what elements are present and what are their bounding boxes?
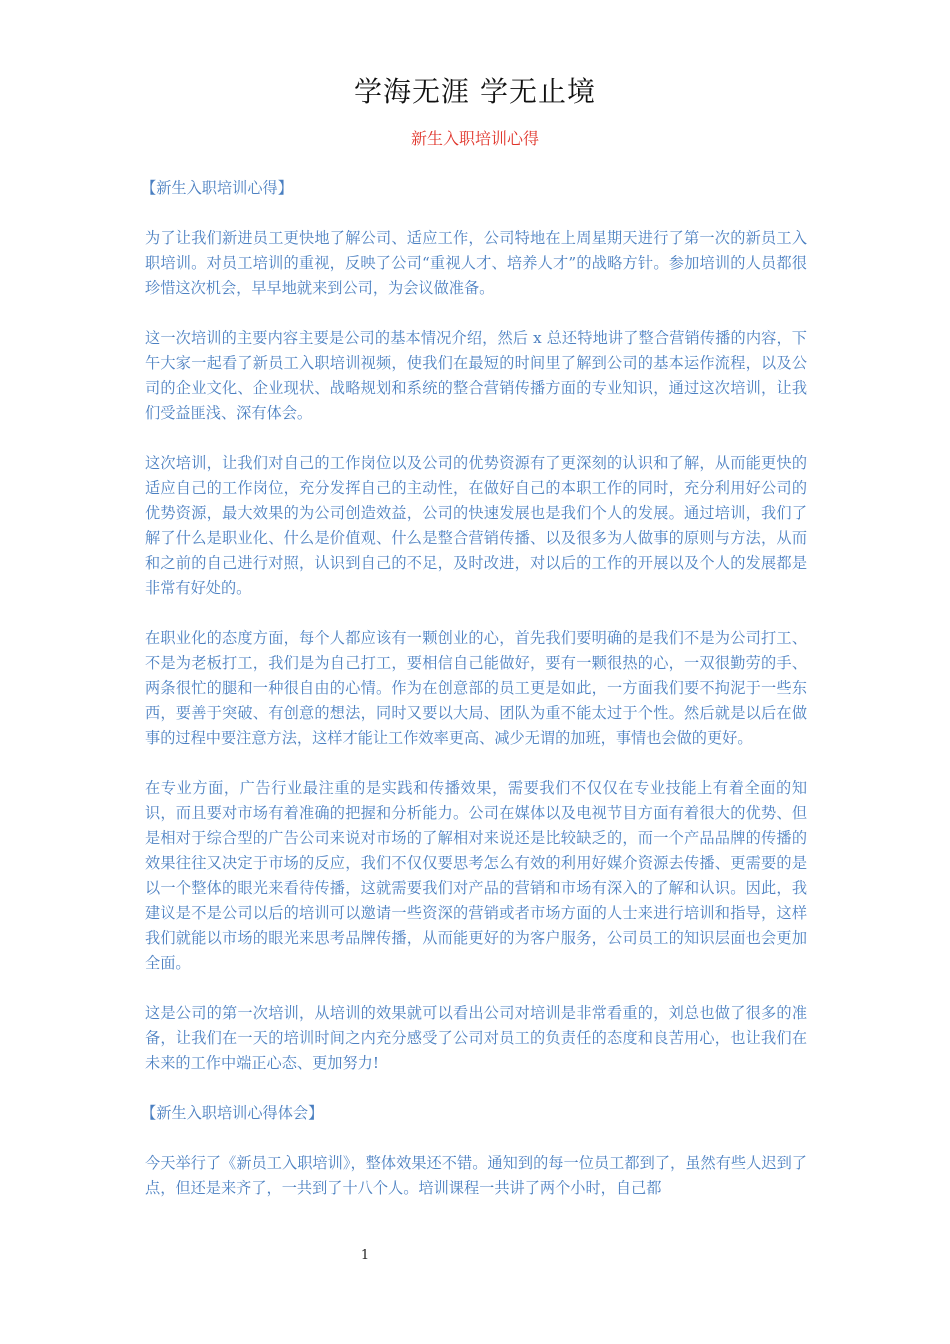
- paragraph: 为了让我们新进员工更快地了解公司、适应工作，公司特地在上周星期天进行了第一次的新员工入职培训。对员工培训的重视，反映了公司“重视人才、培养人才”的战略方针。参加培训的人员都很珍惜这次机会，早早地就来到公司，为会议做准备。: [145, 229, 807, 297]
- section-heading: 【新生入职培训心得体会】: [141, 1104, 324, 1122]
- paragraph: 今天举行了《新员工入职培训》，整体效果还不错。通知到的每一位员工都到了，虽然有些人迟到了点，但还是来齐了，一共到了十八个人。培训课程一共讲了两个小时，自己都: [145, 1154, 807, 1197]
- page-header-title: 学海无涯 学无止境: [354, 75, 596, 108]
- paragraph: 这一次培训的主要内容主要是公司的基本情况介绍，然后 x 总还特地讲了整合营销传播的内容，下午大家一起看了新员工入职培训视频，使我们在最短的时间里了解到公司的基本运作流程，以及公司的企业文化、企业现状、战略规划和系统的整合营销传播方面的专业知识，通过这次培训，让我们受益匪浅、深有体会。: [145, 329, 807, 422]
- document-body: [141, 176, 807, 1226]
- paragraph: 这是公司的第一次培训，从培训的效果就可以看出公司对培训是非常看重的，刘总也做了很多的准备，让我们在一天的培训时间之内充分感受了公司对员工的负责任的态度和良苦用心，也让我们在未来的工作中端正心态、更加努力!: [145, 1004, 807, 1072]
- section-heading: 【新生入职培训心得】: [141, 179, 293, 197]
- document-subtitle: 新生入职培训心得: [410, 129, 539, 148]
- page-number: 1: [360, 1248, 370, 1263]
- paragraph: 这次培训，让我们对自己的工作岗位以及公司的优势资源有了更深刻的认识和了解，从而能更快的适应自己的工作岗位，充分发挥自己的主动性，在做好自己的本职工作的同时，充分利用好公司的优势资源，最大效果的为公司创造效益，公司的快速发展也是我们个人的发展。通过培训，我们了解了什么是职业化、什么是价值观、什么是整合营销传播、以及很多为人做事的原则与方法，从而和之前的自己进行对照，认识到自己的不足，及时改进，对以后的工作的开展以及个人的发展都是非常有好处的。: [145, 454, 807, 597]
- paragraph: 在职业化的态度方面，每个人都应该有一颗创业的心，首先我们要明确的是我们不是为公司打工、不是为老板打工，我们是为自己打工，要相信自己能做好，要有一颗很热的心，一双很勤劳的手、两条很忙的腿和一种很自由的心情。作为在创意部的员工更是如此，一方面我们要不拘泥于一些东西，要善于突破、有创意的想法，同时又要以大局、团队为重不能太过于个性。然后就是以后在做事的过程中要注意方法，这样才能让工作效率更高、减少无谓的加班，事情也会做的更好。: [145, 629, 807, 747]
- paragraph: 在专业方面，广告行业最注重的是实践和传播效果，需要我们不仅仅在专业技能上有着全面的知识，而且要对市场有着准确的把握和分析能力。公司在媒体以及电视节目方面有着很大的优势、但是相对于综合型的广告公司来说对市场的了解相对来说还是比较缺乏的，而一个产品品牌的传播的效果往往又决定于市场的反应，我们不仅仅要思考怎么有效的利用好媒介资源去传播、更需要的是以一个整体的眼光来看待传播，这就需要我们对产品的营销和市场有深入的了解和认识。因此，我建议是不是公司以后的培训可以邀请一些资深的营销或者市场方面的人士来进行培训和指导，这样我们就能以市场的眼光来思考品牌传播，从而能更好的为客户服务，公司员工的知识层面也会更加全面。: [145, 779, 807, 972]
